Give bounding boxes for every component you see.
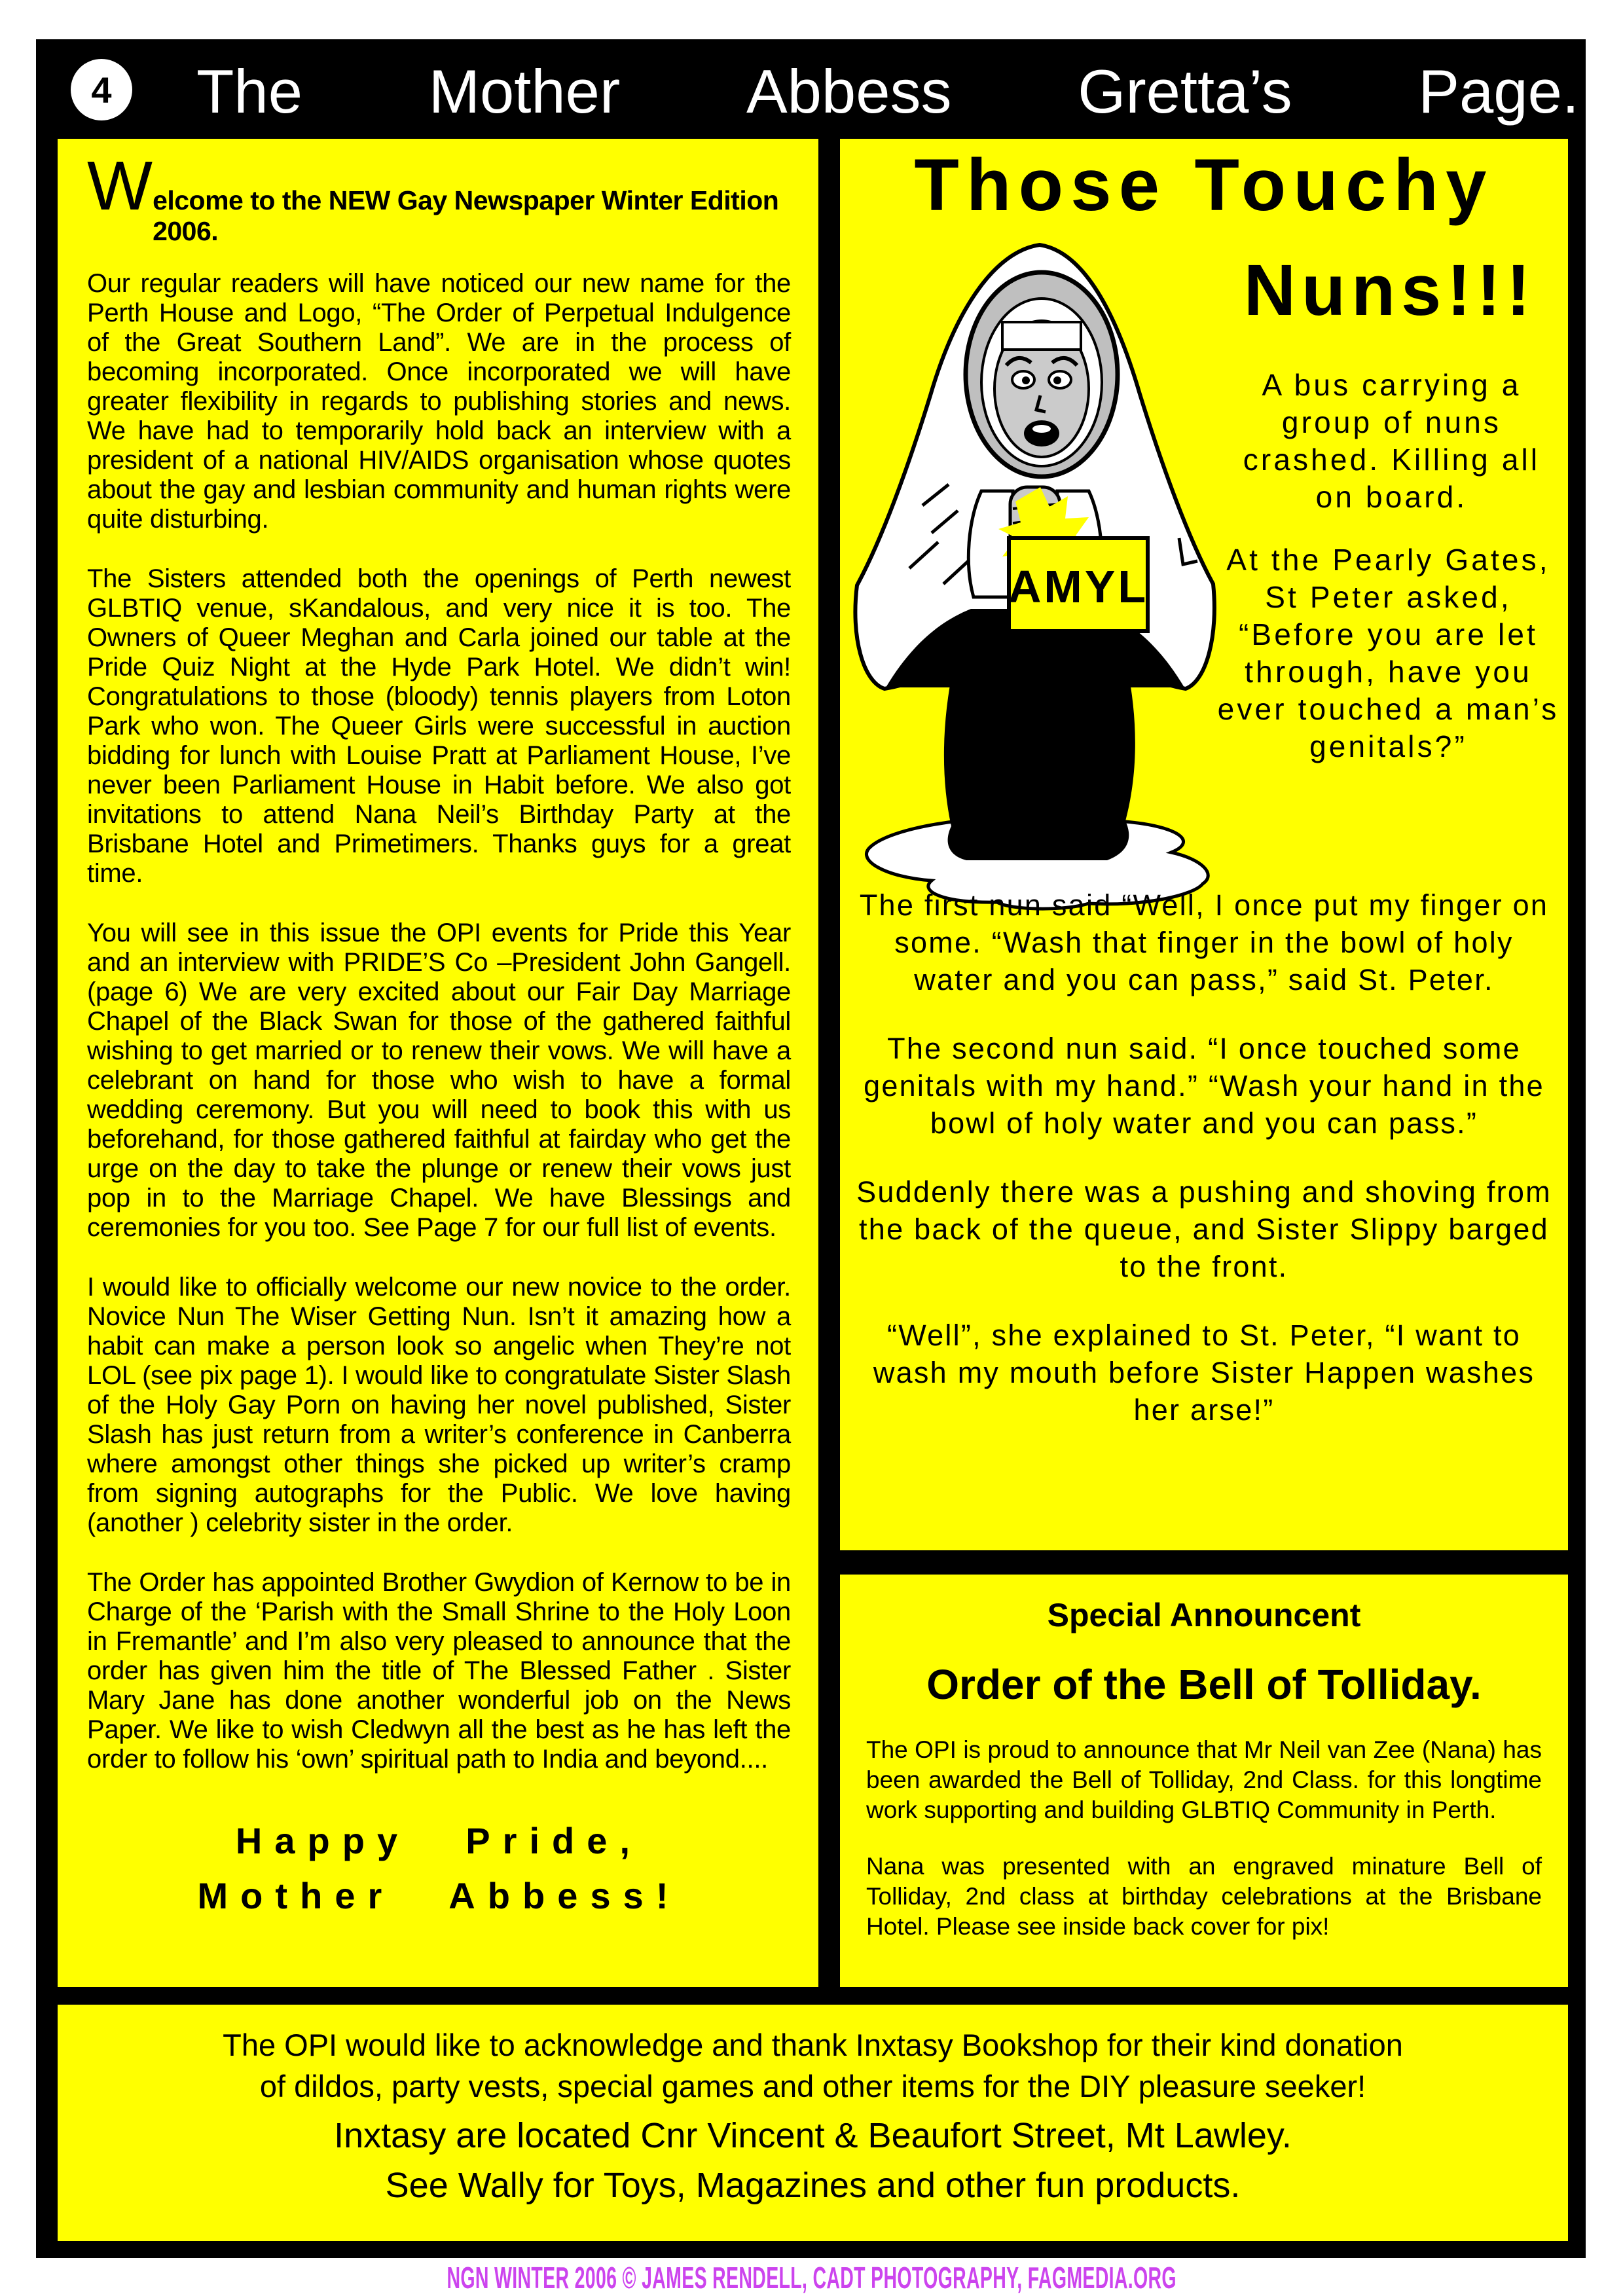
page-title-word: Gretta’s bbox=[1078, 57, 1292, 126]
signoff-line-2: Mother Abbess! bbox=[197, 1875, 681, 1916]
signoff-line-1: Happy Pride, bbox=[235, 1820, 643, 1861]
page-title-word: The bbox=[196, 57, 302, 126]
sponsor-banner bbox=[58, 2005, 1568, 2241]
nun-illustration bbox=[845, 230, 1225, 915]
joke-paragraph: The first nun said “Well, I once put my finger on some. “Wash that finger in the bowl of holy water and you can pass,” said St. Peter. bbox=[859, 888, 1549, 996]
banner-line: Inxtasy are located Cnr Vincent & Beaufort Street, Mt Lawley. bbox=[334, 2116, 1292, 2155]
joke-box bbox=[840, 139, 1568, 1550]
signoff bbox=[87, 1813, 791, 1923]
banner-line: The OPI would like to acknowledge and thank Inxtasy Bookshop for their kind donation bbox=[223, 2028, 1403, 2062]
joke-headline-line-2: Nuns!!! bbox=[1243, 250, 1537, 331]
joke-paragraphs bbox=[852, 886, 1556, 1460]
amyl-label-text: AMYL bbox=[1008, 561, 1149, 612]
announcement-paragraph: Nana was presented with an engraved minature Bell of Tolliday, 2nd class at birthday celebrations at the Brisbane Hotel. Please see inside back cover for pix! bbox=[866, 1853, 1542, 1940]
banner-line: of dildos, party vests, special games and other items for the DIY pleasure seeker! bbox=[259, 2069, 1366, 2104]
announcement-title: Order of the Bell of Tolliday. bbox=[926, 1661, 1482, 1708]
nun-forehead-band bbox=[1002, 322, 1081, 350]
page-title-word: Page. bbox=[1418, 57, 1579, 126]
nun-left-sleeve bbox=[968, 491, 1013, 597]
joke-paragraph: Suddenly there was a pushing and shoving from the back of the queue, and Sister Slippy barged to the front. bbox=[856, 1175, 1552, 1283]
editorial-paragraph: You will see in this issue the OPI events for Pride this Year and an interview with PRIDE’S Co –President John Gangell. (page 6) We are very excited about our Fair Day Marriage Chapel of the Black Swan for those of the gathered faithful wishing to get married or to renew their vows. We will have a celebrant on hand for those who wish to have a formal wedding ceremony. But you will need to book this with us beforehand, for those gathered faithful at fairday who get the urge on the day to take the plunge or renew their vows just pop in to the Marriage Chapel. We have Blessings and ceremonies for you too. See Page 7 for our full list of events. bbox=[87, 919, 791, 1242]
editorial-column bbox=[58, 139, 818, 1987]
editorial-paragraph: I would like to officially welcome our new novice to the order. Novice Nun The Wiser Getting Nun. Isn’t it amazing how a habit can make a person look so angelic when They’re not LOL (see pix page 1). I would like to congratulate Sister Slash of the Holy Gay Porn on having her novel published, Sister Slash has just return from a writer’s conference in Canberra where amongst other things she picked up writer’s cramp from signing autographs for the Public. We love having (another ) celebrity sister in the order. bbox=[87, 1273, 791, 1537]
banner-line: See Wally for Toys, Magazines and other fun products. bbox=[385, 2166, 1241, 2205]
joke-intro-2: At the Pearly Gates, St Peter asked, “Before you are let through, have you ever touched a man’s genitals?” bbox=[1217, 543, 1559, 763]
editorial-paragraph: The Sisters attended both the openings of Perth newest GLBTIQ venue, sKandalous, and very nice it is too. The Owners of Queer Meghan and Carla joined our table at the Pride Quiz Night at the Hyde Park Hotel. We didn’t win! Congratulations to those (bloody) tennis players from Loton Park who won. The Queer Girls were successful in auction bidding for lunch with Louise Pratt at Parliament House, I’ve never been Parliament House in Habit before. We also got invitations to attend Nana Neil’s Birthday Party at the Brisbane Hotel and Primetimers. Thanks guys for a great time. bbox=[87, 564, 791, 888]
editorial-paragraph: Our regular readers will have noticed our new name for the Perth House and Logo, “The Order of Perpetual Indulgence of the Great Southern Land”. We are in the process of becoming incorporated. Once incorporated we will have greater flexibility in regards to publishing stories and news. We have had to temporarily hold back an interview with a president of a national HIV/AIDS organisation whose quotes about the gay and lesbian community and human rights were quite disturbing. bbox=[87, 269, 791, 534]
announcement-kicker: Special Announcent bbox=[1047, 1597, 1361, 1633]
page-title-word: Abbess bbox=[746, 57, 952, 126]
page-title bbox=[196, 47, 1579, 136]
welcome-dropcap: W bbox=[87, 147, 153, 225]
welcome-text: elcome to the NEW Gay Newspaper Winter Edition 2006. bbox=[153, 185, 779, 246]
joke-paragraph: “Well”, she explained to St. Peter, “I want to wash my mouth before Sister Happen washes her arse!” bbox=[873, 1319, 1535, 1427]
joke-headline-line-1: Those Touchy bbox=[914, 144, 1494, 226]
page-number-badge bbox=[71, 59, 132, 120]
announcement-paragraph: The OPI is proud to announce that Mr Neil van Zee (Nana) has been awarded the Bell of Tolliday, 2nd Class. for this longtime work supporting and building GLBTIQ Community in Perth. bbox=[866, 1736, 1542, 1823]
page-title-word: Mother bbox=[428, 57, 621, 126]
announcement-box bbox=[840, 1575, 1568, 1987]
footer-credit bbox=[0, 2260, 1623, 2296]
page-number: 4 bbox=[91, 69, 112, 111]
editorial-paragraph: The Order has appointed Brother Gwydion of Kernow to be in Charge of the ‘Parish with the Small Shrine to the Holy Loon in Fremantle’ and I’m also very pleased to announce that the order has given him the title of The Blessed Father . Sister Mary Jane has done another wonderful job on the News Paper. We like to wish Cledwyn all the best as he has left the order to follow his ‘own’ spiritual path to India and beyond.... bbox=[87, 1568, 791, 1774]
footer-credit-text: NGN WINTER 2006 © JAMES RENDELL, CADT PHOTOGRAPHY, FAGMEDIA.ORG bbox=[447, 2261, 1176, 2295]
joke-intro-1: A bus carrying a group of nuns crashed. Killing all on board. bbox=[1243, 368, 1541, 514]
welcome-line bbox=[87, 147, 791, 247]
joke-paragraph: The second nun said. “I once touched some genitals with my hand.” “Wash your hand in the bowl of holy water and you can pass.” bbox=[864, 1032, 1544, 1140]
